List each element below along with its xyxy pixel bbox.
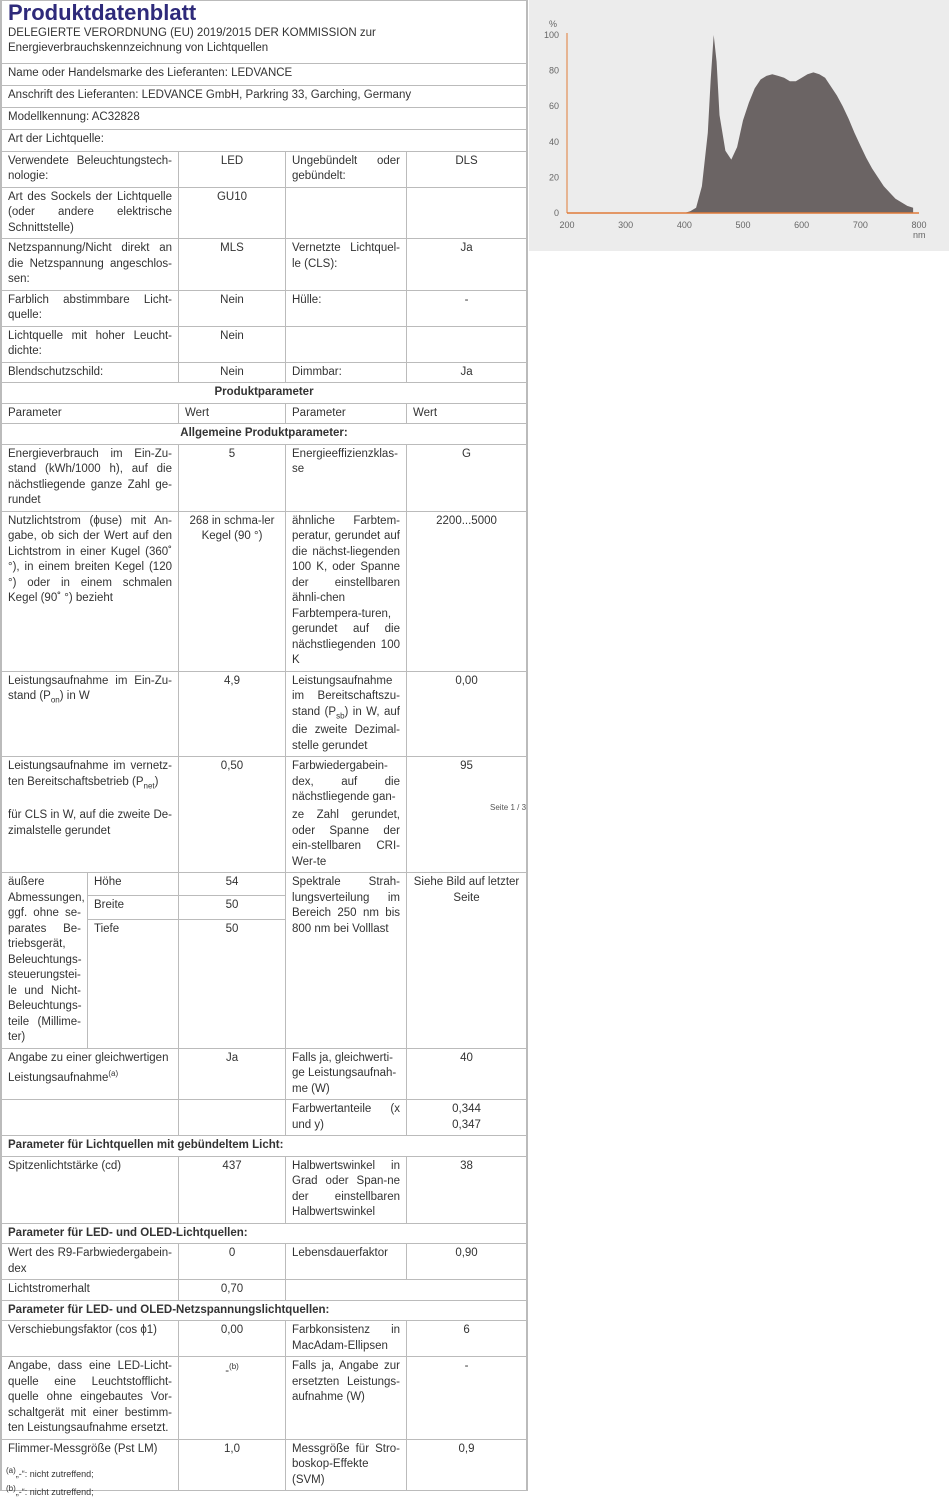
dimension-value: 50 <box>179 919 286 1048</box>
datasheet-table-2 <box>1 806 527 1491</box>
table-row <box>2 187 527 239</box>
param-label: Lichtstromerhalt <box>2 1280 179 1301</box>
column-header: Parameter <box>286 403 407 424</box>
spectral-chart-svg <box>529 0 949 251</box>
param-label: ähnliche Farbtem-peratur, gerundet auf die nächst-liegenden 100 K, oder Spanne der einstellbaren ähnli-chen Farbtempera-turen, gerundet auf die nächstliegenden 100 K <box>286 511 407 671</box>
y-tick-label: 40 <box>548 136 559 147</box>
param-value: GU10 <box>179 187 286 239</box>
x-tick-label: 500 <box>735 220 751 230</box>
param-value: 0,90 <box>407 1244 527 1280</box>
x-tick-label: 400 <box>676 220 692 230</box>
led-header: Parameter für LED- und OLED-Lichtquellen: <box>2 1223 527 1244</box>
param-label-text: ) <box>154 775 159 788</box>
table-row <box>2 151 527 187</box>
dimensions-label: äußere Abmessungen, ggf. ohne se-parates Be-triebsgerät, Beleuchtungs-steuerungstei-le und Nicht-Beleuchtungs-teile (Millime-ter) <box>2 873 88 1049</box>
param-value: 268 in schma-ler Kegel (90 °) <box>179 511 286 671</box>
param-label: Wert des R9-Farbwiedergabein-dex <box>2 1244 179 1280</box>
chroma-y: 0,347 <box>452 1118 481 1131</box>
footnote-mark: (b) <box>6 1484 16 1493</box>
param-value: 0 <box>179 1244 286 1280</box>
param-label: Verwendete Beleuchtungstech-nologie: <box>2 151 179 187</box>
y-tick-label: 20 <box>548 172 559 183</box>
param-label: Farblich abstimmbare Licht-quelle: <box>2 290 179 326</box>
param-label: Farbwiedergabein-dex, auf die nächstliegende gan- <box>286 757 407 808</box>
param-label: Messgröße für Stro-boskop-Effekte (SVM) <box>286 1439 407 1491</box>
param-label <box>2 757 179 808</box>
param-value: 6 <box>407 1321 527 1357</box>
x-tick-label: 700 <box>852 220 868 230</box>
x-tick-label: 600 <box>794 220 810 230</box>
param-label: Vernetzte Lichtquel-le (CLS): <box>286 239 407 291</box>
model-identifier: Modellkennung: AC32828 <box>2 107 527 129</box>
table-row <box>2 326 527 362</box>
param-label: für CLS in W, auf die zweite De-zimalstelle gerundet <box>2 806 179 873</box>
param-label <box>286 187 407 239</box>
param-value: Nein <box>179 326 286 362</box>
footnote <box>6 1484 94 1497</box>
param-value: 95 <box>407 757 527 808</box>
param-label: Lebensdauerfaktor <box>286 1244 407 1280</box>
param-value: G <box>407 444 527 511</box>
param-subscript: sb <box>336 710 345 720</box>
param-value: 0,00 <box>407 671 527 757</box>
param-label: Art des Sockels der Lichtquelle (oder andere elektrische Schnittstelle) <box>2 187 179 239</box>
dimension-value: 50 <box>179 896 286 919</box>
regulation-text: DELEGIERTE VERORDNUNG (EU) 2019/2015 DER KOMMISSION zur Energieverbrauchskennzeichnung von Lichtquellen <box>8 26 376 54</box>
param-value <box>407 806 527 873</box>
param-label <box>2 1100 179 1136</box>
table-row <box>2 444 527 511</box>
param-label: Blendschutzschild: <box>2 362 179 383</box>
param-label: Spitzenlichtstärke (cd) <box>2 1156 179 1223</box>
param-label: Energieverbrauch im Ein-Zu-stand (kWh/1000 h), auf die nächstliegende ganze Zahl ge-rundet <box>2 444 179 511</box>
param-label: Ungebündelt oder gebündelt: <box>286 151 407 187</box>
table-row <box>2 1280 527 1301</box>
table-row <box>2 290 527 326</box>
x-tick-label: 800 <box>911 220 927 230</box>
param-label: Lichtquelle mit hoher Leucht-dichte: <box>2 326 179 362</box>
param-label: Farbkonsistenz in MacAdam-Ellipsen <box>286 1321 407 1357</box>
dimension-name: Breite <box>88 896 179 919</box>
param-value: Ja <box>179 1048 286 1100</box>
y-tick-label: 100 <box>543 30 559 40</box>
param-value <box>407 1280 527 1301</box>
param-value: 5 <box>179 444 286 511</box>
param-label: Spektrale Strah-lungsverteilung im Bereich 250 nm bis 800 nm bei Volllast <box>286 873 407 1049</box>
param-label: Nutzlichtstrom (ϕuse) mit An-gabe, ob sich der Wert auf den Lichtstrom in einer Kugel (360˚ °), in einem breiten Kegel (120 °) oder in einem schmalen Kegel (90˚ °) bezieht <box>2 511 179 671</box>
table-row <box>2 806 527 873</box>
param-label: Halbwertswinkel in Grad oder Span-ne der einstellbaren Halbwertswinkel <box>286 1156 407 1223</box>
spectral-chart <box>529 0 949 251</box>
param-label-text: ) in W, auf die zweite Dezimal-stelle gerundet <box>292 705 400 752</box>
param-label <box>286 1280 407 1301</box>
param-value: Nein <box>179 290 286 326</box>
dimension-name: Höhe <box>88 873 179 896</box>
param-value <box>179 1100 286 1136</box>
chroma-x: 0,344 <box>452 1103 481 1115</box>
datasheet-table-1 <box>1 0 527 808</box>
param-value: Siehe Bild auf letzter Seite <box>407 873 527 1049</box>
param-value: 0,9 <box>407 1439 527 1491</box>
param-value: 40 <box>407 1048 527 1100</box>
param-label-text: Leistungsaufnahme im Bereitschaftszu-stand (P <box>292 674 400 718</box>
param-value-text: - <box>225 1364 230 1377</box>
footnote-mark: (a) <box>108 1069 119 1078</box>
y-tick-label: 80 <box>548 65 559 76</box>
param-value <box>407 326 527 362</box>
table-row <box>2 1357 527 1440</box>
footnote-text: „-“: nicht zutreffend; <box>15 1487 94 1497</box>
datasheet-page-2 <box>0 806 528 1491</box>
table-row <box>2 671 527 757</box>
table-row <box>2 757 527 808</box>
spectrum-area <box>673 35 914 213</box>
param-label-text: Leistungsaufnahme im Ein-Zu-stand (P <box>8 674 172 702</box>
param-value: 0,50 <box>179 757 286 808</box>
footnote-mark: (a) <box>6 1466 16 1475</box>
column-header: Wert <box>179 403 286 424</box>
param-value <box>179 1357 286 1440</box>
table-row <box>2 362 527 383</box>
y-tick-label: 60 <box>548 101 559 112</box>
column-header: Wert <box>407 403 527 424</box>
mains-header: Parameter für LED- und OLED-Netzspannungslichtquellen: <box>2 1300 527 1321</box>
param-label: Falls ja, Angabe zur ersetzten Leistungs-aufnahme (W) <box>286 1357 407 1440</box>
column-header: Parameter <box>2 403 179 424</box>
param-label: Flimmer-Messgröße (Pst LM) <box>2 1439 179 1491</box>
param-label: Verschiebungsfaktor (cos ϕ1) <box>2 1321 179 1357</box>
param-value: - <box>407 290 527 326</box>
param-label: Energieeffizienzklas-se <box>286 444 407 511</box>
directional-header: Parameter für Lichtquellen mit gebündeltem Licht: <box>2 1136 527 1157</box>
page-title: Produktdatenblatt <box>8 0 197 25</box>
product-params-header: Produktparameter <box>2 383 527 404</box>
dimension-name: Tiefe <box>88 919 179 1048</box>
table-row <box>2 1321 527 1357</box>
general-params-header: Allgemeine Produktparameter: <box>2 424 527 445</box>
param-value: Nein <box>179 362 286 383</box>
supplier-name: Name oder Handelsmarke des Lieferanten: LEDVANCE <box>2 63 527 85</box>
page-number: Seite 1 / 3 <box>490 803 527 812</box>
param-subscript: net <box>143 781 155 791</box>
param-value: LED <box>179 151 286 187</box>
supplier-address: Anschrift des Lieferanten: LEDVANCE GmbH, Parkring 33, Garching, Germany <box>2 85 527 107</box>
param-label: Hülle: <box>286 290 407 326</box>
table-row <box>2 1100 527 1136</box>
y-axis-label: % <box>549 19 558 29</box>
param-label <box>286 326 407 362</box>
table-row <box>2 873 527 896</box>
param-label <box>2 1048 179 1100</box>
table-row <box>2 1439 527 1491</box>
param-label: Angabe, dass eine LED-Licht-quelle eine Leuchtstofflicht-quelle ohne eingebautes Vor-schaltgerät mit einer bestimm-ten Leistungsaufnahme ersetzt. <box>2 1357 179 1440</box>
param-label: Falls ja, gleichwerti-ge Leistungsaufnah-me (W) <box>286 1048 407 1100</box>
param-value: - <box>407 1357 527 1440</box>
param-value: Ja <box>407 362 527 383</box>
param-label: ze Zahl gerundet, oder Spanne der ein-stellbaren CRI-Wer-te <box>286 806 407 873</box>
param-label <box>286 671 407 757</box>
param-value: 38 <box>407 1156 527 1223</box>
table-row <box>2 1244 527 1280</box>
param-label: Farbwertanteile (x und y) <box>286 1100 407 1136</box>
light-source-type: Art der Lichtquelle: <box>2 129 527 151</box>
param-value: Ja <box>407 239 527 291</box>
table-row <box>2 239 527 291</box>
param-value: 4,9 <box>179 671 286 757</box>
param-value <box>179 806 286 873</box>
param-value <box>407 1100 527 1136</box>
param-label-text: Leistungsaufnahme im vernetz-ten Bereitschaftsbetrieb (P <box>8 760 172 788</box>
param-label-text: ) in W <box>59 690 90 702</box>
table-row <box>2 1156 527 1223</box>
datasheet-page-1 <box>0 0 528 808</box>
param-value: 1,0 <box>179 1439 286 1491</box>
y-tick-label: 0 <box>553 208 559 218</box>
footnote <box>6 1466 94 1479</box>
dimension-value: 54 <box>179 873 286 896</box>
table-row <box>2 1048 527 1100</box>
param-label <box>2 671 179 757</box>
x-tick-label: 200 <box>559 220 575 230</box>
footnote-mark: (b) <box>229 1362 239 1371</box>
footnote-text: „-“: nicht zutreffend; <box>15 1469 94 1479</box>
x-tick-label: 300 <box>618 220 634 230</box>
param-value: 0,70 <box>179 1280 286 1301</box>
param-label-text: Angabe zu einer gleichwertigen Leistungsaufnahme <box>8 1051 169 1084</box>
column-headers <box>2 403 527 424</box>
x-axis-label: nm <box>913 230 926 240</box>
param-value: 437 <box>179 1156 286 1223</box>
param-label: Netzspannung/Nicht direkt an die Netzspannung angeschlos-sen: <box>2 239 179 291</box>
param-value <box>407 187 527 239</box>
param-value: 0,00 <box>179 1321 286 1357</box>
param-value: MLS <box>179 239 286 291</box>
param-value: 2200...5000 <box>407 511 527 671</box>
table-row <box>2 511 527 671</box>
param-value: DLS <box>407 151 527 187</box>
param-subscript: on <box>50 695 60 705</box>
param-label: Dimmbar: <box>286 362 407 383</box>
